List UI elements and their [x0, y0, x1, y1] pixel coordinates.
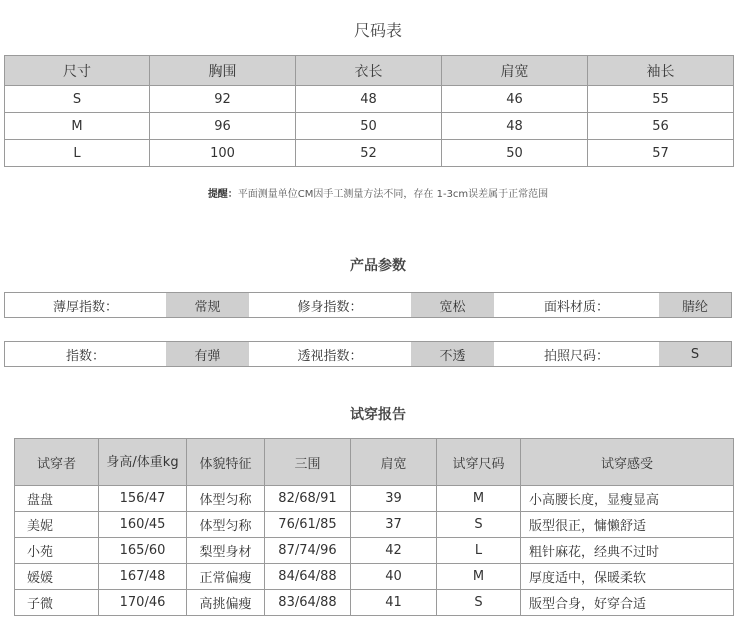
tester-name-cell: 子微 — [15, 590, 99, 616]
note-text: 平面测量单位CM因手工测量方法不同，存在 1-3cm误差属于正常范围 — [237, 189, 549, 200]
cell: 50 — [296, 113, 442, 140]
feedback-cell: 版型合身，好穿合适 — [521, 590, 734, 616]
shoulder-cell: 37 — [351, 512, 437, 538]
param-value: 腈纶 — [659, 293, 731, 317]
cell: 100 — [150, 140, 296, 167]
shoulder-cell: 39 — [351, 486, 437, 512]
header-length: 衣长 — [296, 56, 442, 86]
header-features: 体貌特征 — [187, 439, 265, 486]
params-row-2 — [4, 341, 732, 367]
header-chest: 胸围 — [150, 56, 296, 86]
trial-header-row — [15, 439, 734, 486]
header-sleeve: 袖长 — [588, 56, 734, 86]
feedback-cell: 粗针麻花，经典不过时 — [521, 538, 734, 564]
trial-title: 试穿报告 — [350, 407, 406, 423]
cell: 50 — [442, 140, 588, 167]
tester-name-cell: 美妮 — [15, 512, 99, 538]
cell: 57 — [588, 140, 734, 167]
height-weight-cell: 167/48 — [99, 564, 187, 590]
measurement-note — [0, 185, 756, 200]
tester-name-cell: 小苑 — [15, 538, 99, 564]
measurements-cell: 84/64/88 — [265, 564, 351, 590]
cell: 56 — [588, 113, 734, 140]
trial-size-cell: S — [437, 512, 521, 538]
trial-report-table — [14, 438, 734, 616]
measurements-cell: 87/74/96 — [265, 538, 351, 564]
features-cell: 梨型身材 — [187, 538, 265, 564]
param-label: 修身指数： — [249, 293, 411, 317]
height-weight-cell: 156/47 — [99, 486, 187, 512]
table-row — [5, 140, 734, 167]
param-value: 宽松 — [411, 293, 494, 317]
cell: 48 — [296, 86, 442, 113]
header-feedback: 试穿感受 — [521, 439, 734, 486]
cell: 92 — [150, 86, 296, 113]
table-row — [5, 86, 734, 113]
cell: 48 — [442, 113, 588, 140]
trial-size-cell: S — [437, 590, 521, 616]
header-shoulder: 肩宽 — [351, 439, 437, 486]
table-row — [15, 590, 734, 616]
measurements-cell: 76/61/85 — [265, 512, 351, 538]
param-label: 指数： — [5, 342, 166, 366]
features-cell: 高挑偏瘦 — [187, 590, 265, 616]
table-row — [15, 486, 734, 512]
cell: M — [5, 113, 150, 140]
table-row — [15, 538, 734, 564]
note-label: 提醒： — [207, 189, 238, 200]
cell: 55 — [588, 86, 734, 113]
features-cell: 正常偏瘦 — [187, 564, 265, 590]
measurements-cell: 83/64/88 — [265, 590, 351, 616]
cell: 52 — [296, 140, 442, 167]
height-weight-cell: 160/45 — [99, 512, 187, 538]
cell: L — [5, 140, 150, 167]
header-shoulder: 肩宽 — [442, 56, 588, 86]
cell: 46 — [442, 86, 588, 113]
shoulder-cell: 41 — [351, 590, 437, 616]
features-cell: 体型匀称 — [187, 486, 265, 512]
header-trial-size: 试穿尺码 — [437, 439, 521, 486]
params-title: 产品参数 — [350, 258, 406, 274]
features-cell: 体型匀称 — [187, 512, 265, 538]
trial-size-cell: L — [437, 538, 521, 564]
tester-name-cell: 媛媛 — [15, 564, 99, 590]
size-chart-table — [4, 55, 734, 167]
feedback-cell: 版型很正，慵懒舒适 — [521, 512, 734, 538]
table-row — [15, 564, 734, 590]
trial-size-cell: M — [437, 486, 521, 512]
cell: 96 — [150, 113, 296, 140]
table-row — [15, 512, 734, 538]
header-measurements: 三围 — [265, 439, 351, 486]
trial-size-cell: M — [437, 564, 521, 590]
size-header-row — [5, 56, 734, 86]
params-row-1 — [4, 292, 732, 318]
param-label: 面料材质： — [494, 293, 659, 317]
param-value: S — [659, 342, 731, 366]
header-tester: 试穿者 — [15, 439, 99, 486]
param-value: 常规 — [166, 293, 249, 317]
cell: S — [5, 86, 150, 113]
tester-name-cell: 盘盘 — [15, 486, 99, 512]
param-value: 有弹 — [166, 342, 249, 366]
size-chart-title: 尺码表 — [353, 21, 402, 40]
param-label: 透视指数： — [249, 342, 411, 366]
table-row — [5, 113, 734, 140]
height-weight-cell: 165/60 — [99, 538, 187, 564]
param-label: 薄厚指数： — [5, 293, 166, 317]
param-label: 拍照尺码： — [494, 342, 659, 366]
measurements-cell: 82/68/91 — [265, 486, 351, 512]
shoulder-cell: 40 — [351, 564, 437, 590]
header-height-weight: 身高/体重kg — [99, 439, 187, 486]
param-value: 不透 — [411, 342, 494, 366]
feedback-cell: 小高腰长度，显瘦显高 — [521, 486, 734, 512]
header-size: 尺寸 — [5, 56, 150, 86]
height-weight-cell: 170/46 — [99, 590, 187, 616]
feedback-cell: 厚度适中，保暖柔软 — [521, 564, 734, 590]
shoulder-cell: 42 — [351, 538, 437, 564]
